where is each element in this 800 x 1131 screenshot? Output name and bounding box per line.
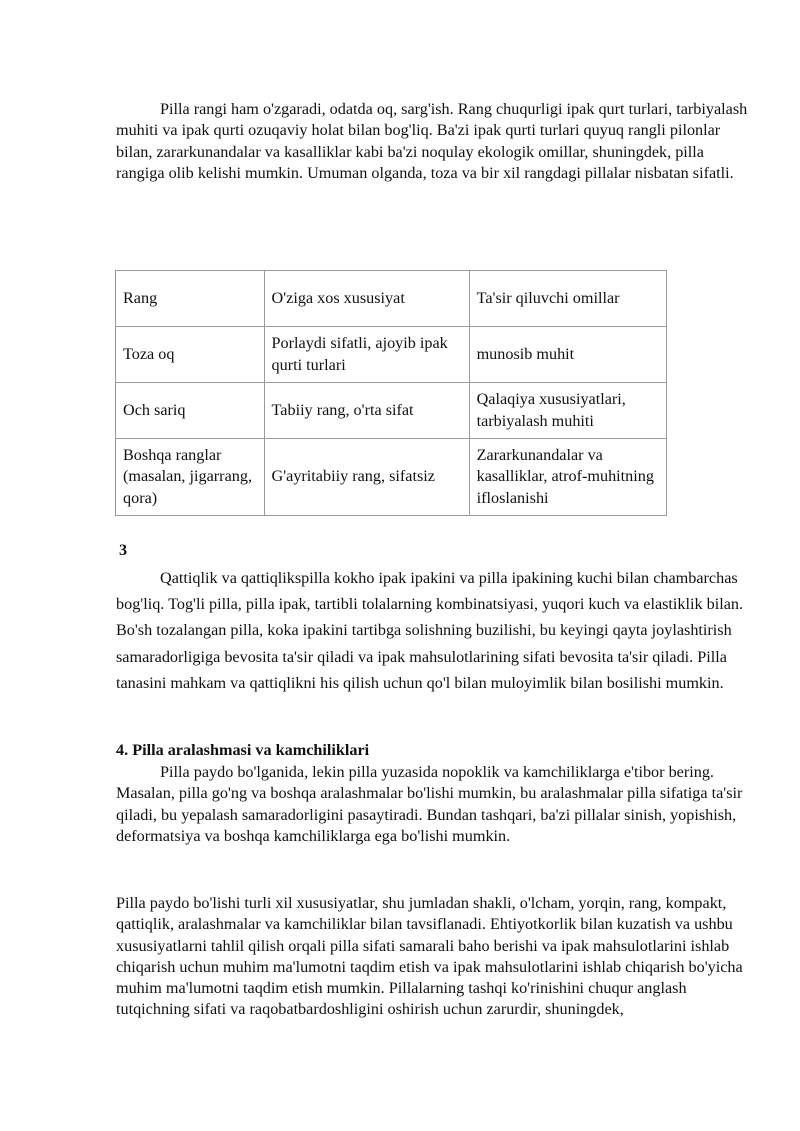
table-cell: munosib muhit: [469, 327, 666, 383]
table-header-cell: O'ziga xos xususiyat: [264, 271, 469, 327]
table-cell: Boshqa ranglar (masalan, jigarrang, qora): [116, 439, 265, 516]
section-heading: 4. Pilla aralashmasi va kamchiliklari: [116, 741, 370, 759]
paragraph-hardness: Qattiqlik va qattiqlikspilla kokho ipak ipakini va pilla ipakining kuchi bilan chambarchas bog'liq. Tog'li pilla, pilla ipak, tartibli tolalarning kombinatsiyasi, yuqori kuch va elastiklik bilan. Bo'sh tozalangan pilla, koka ipakini tartibga solishning buzilishi, bu keyingi qayta joylashtirish samaradorligiga bevosita ta'sir qiladi va ipak mahsulotlarining sifati bevosita ta'sir qiladi. Pilla tanasini mahkam va qattiqlikni his qilish uchun qo'l bilan muloyimlik bilan bosilishi mumkin.: [116, 569, 744, 692]
paragraph-cocoon-color: Pilla rangi ham o'zgaradi, odatda oq, sarg'ish. Rang chuqurligi ipak qurt turlari, tarbiyalash muhiti va ipak qurti ozuqaviy holat bilan bog'liq. Ba'zi ipak qurti turlari quyuq rangli pilonlar bilan, zararkunandalar va kasalliklar kabi ba'zi noqulay ekologik omillar, shuningdek, pilla rangiga olib kelishi mumkin. Umuman olganda, toza va bir xil rangdagi pillalar nisbatan sifatli.: [116, 100, 748, 182]
table-header-cell: Rang: [116, 271, 265, 327]
table-cell: Zararkunandalar va kasalliklar, atrof-muhitning ifloslanishi: [469, 439, 666, 516]
table-header-row: [116, 271, 667, 327]
section-number: 3: [119, 541, 128, 559]
table-row: [116, 327, 667, 383]
table-cell: Toza oq: [116, 327, 265, 383]
table-cell: Qalaqiya xususiyatlari, tarbiyalash muhiti: [469, 383, 666, 439]
table-cell: G'ayritabiiy rang, sifatsiz: [264, 439, 469, 516]
table-cell: Tabiiy rang, o'rta sifat: [264, 383, 469, 439]
table-row: [116, 439, 667, 516]
table-cell: Och sariq: [116, 383, 265, 439]
table-cell: Porlaydi sifatli, ajoyib ipak qurti turlari: [264, 327, 469, 383]
color-table: [115, 270, 667, 516]
table-header-cell: Ta'sir qiluvchi omillar: [469, 271, 666, 327]
paragraph-impurities: Pilla paydo bo'lganida, lekin pilla yuzasida nopoklik va kamchiliklarga e'tibor bering. Masalan, pilla go'ng va boshqa aralashmalar bo'lishi mumkin, bu aralashmalar pilla sifatiga ta'sir qiladi, bu yepalash samaradorligini pasaytiradi. Bundan tashqari, ba'zi pillalar sinish, yopishish, deformatsiya va boshqa kamchiliklarga ega bo'lishi mumkin.: [116, 763, 743, 845]
paragraph-summary: Pilla paydo bo'lishi turli xil xususiyatlar, shu jumladan shakli, o'lcham, yorqin, rang, kompakt, qattiqlik, aralashmalar va kamchiliklar bilan tavsiflanadi. Ehtiyotkorlik bilan kuzatish va ushbu xususiyatlarni tahlil qilish orqali pilla sifati samarali baho berishi va ipak mahsulotlarini ishlab chiqarish uchun muhim ma'lumotni taqdim etish va ipak mahsulotlarini ishlab chiqarish bo'yicha muhim ma'lumotni taqdim etish mumkin. Pillalarning tashqi ko'rinishini chuqur anglash tutqichning sifati va raqobatbardoshligini oshirish uchun zarurdir, shuningdek,: [116, 894, 743, 1019]
table-row: [116, 383, 667, 439]
